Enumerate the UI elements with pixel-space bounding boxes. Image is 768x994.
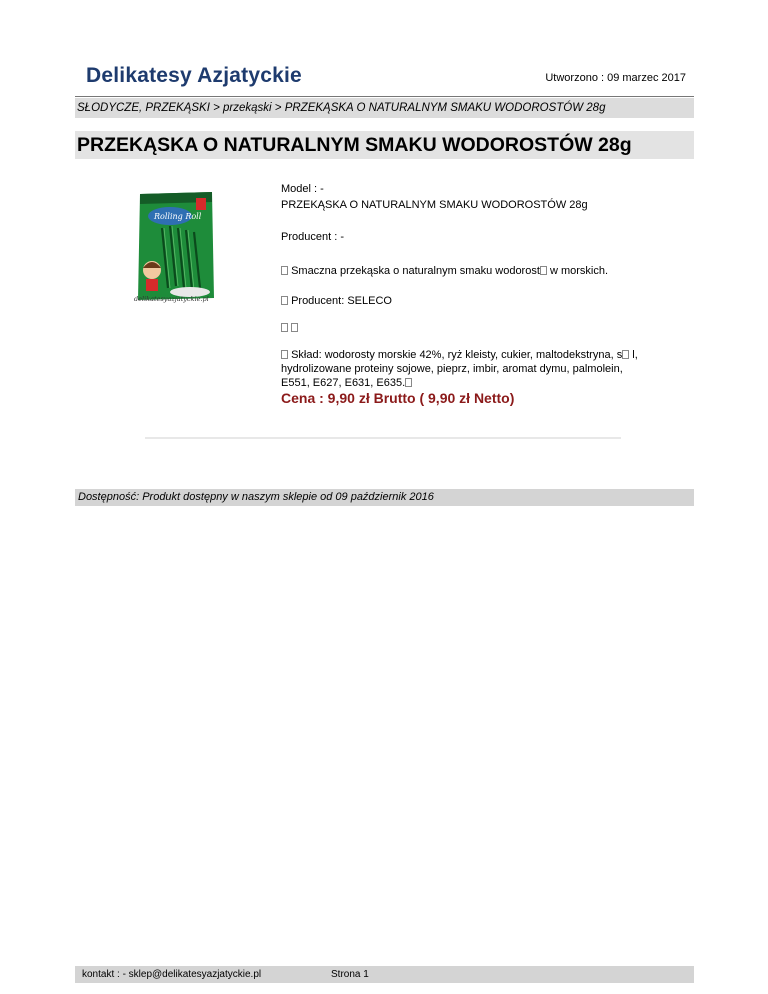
shop-title: Delikatesy Azjatyckie: [86, 64, 302, 87]
missing-glyph-icon: [281, 350, 288, 359]
description-line-2: [281, 294, 392, 308]
missing-glyph-icon: [281, 266, 288, 275]
seaweed-package-illustration: [132, 188, 220, 308]
image-watermark: delikatesyazjatyckie.pl: [134, 295, 209, 303]
missing-glyph-icon: [622, 350, 629, 359]
missing-glyph-icon: [540, 266, 547, 275]
page-number: Strona 1: [331, 969, 369, 980]
package-brand-text: Rolling Roll: [154, 212, 202, 221]
created-date: Utworzono : 09 marzec 2017: [545, 72, 686, 84]
missing-glyph-icon: [405, 378, 412, 387]
model-name: PRZEKĄSKA O NATURALNYM SMAKU WODOROSTÓW 28g: [281, 199, 588, 211]
section-divider: [145, 437, 621, 439]
header-divider: [75, 96, 694, 97]
price: Cena : 9,90 zł Brutto ( 9,90 zł Netto): [281, 390, 515, 406]
missing-glyph-icon: [291, 323, 298, 332]
ingredients-text-1b: l,: [632, 349, 638, 361]
availability-bar: Dostępność: Produkt dostępny w naszym sklepie od 09 październik 2016: [75, 489, 694, 506]
product-title: PRZEKĄSKA O NATURALNYM SMAKU WODOROSTÓW 28g: [75, 131, 694, 159]
ingredients-line-3: [281, 376, 412, 390]
description-line-1: [281, 264, 608, 278]
description-1-text-a: Smaczna przekąska o naturalnym smaku wodorost: [291, 265, 540, 277]
model-label: Model : -: [281, 183, 324, 195]
description-1-text-b: w morskich.: [549, 265, 609, 277]
ingredients-text-1: Skład: wodorosty morskie 42%, ryż kleisty, cukier, maltodekstryna, s: [291, 349, 623, 361]
description-2-text: Producent: SELECO: [291, 295, 392, 307]
empty-glyph-line: [281, 321, 298, 335]
product-image: [132, 188, 220, 308]
ingredients-line-2: hydrolizowane proteiny sojowe, pieprz, imbir, aromat dymu, palmolein,: [281, 363, 623, 375]
breadcrumb[interactable]: SŁODYCZE, PRZEKĄSKI > przekąski > PRZEKĄSKA O NATURALNYM SMAKU WODOROSTÓW 28g: [75, 98, 694, 118]
missing-glyph-icon: [281, 323, 288, 332]
producer-label: Producent : -: [281, 231, 344, 243]
ingredients-line-1: [281, 348, 638, 362]
missing-glyph-icon: [281, 296, 288, 305]
ingredients-text-3: E551, E627, E631, E635.: [281, 377, 406, 389]
footer-bar: [75, 966, 694, 983]
footer-contact[interactable]: kontakt : - sklep@delikatesyazjatyckie.pl: [82, 969, 262, 980]
